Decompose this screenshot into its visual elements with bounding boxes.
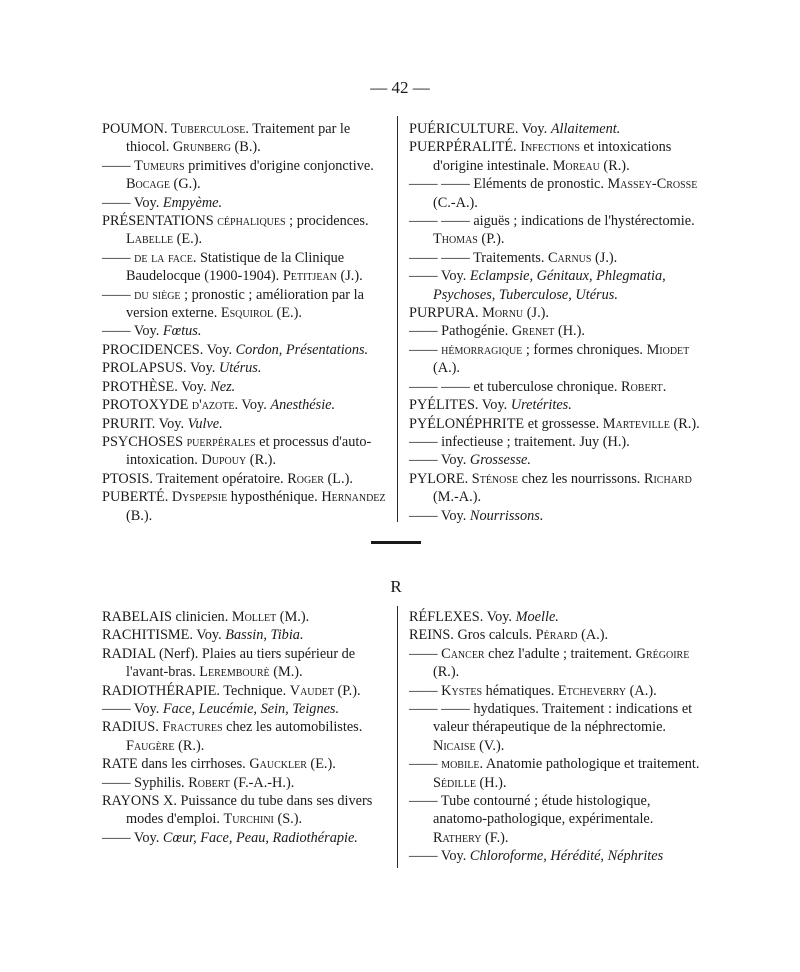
entry-text: (L.). <box>323 470 353 487</box>
entry-small-caps: Carnus <box>548 249 592 266</box>
entry-text: REINS. Gros calculs. <box>409 627 536 644</box>
index-entry <box>409 322 701 340</box>
index-entry <box>409 645 701 682</box>
entry-text: POUMON. <box>102 121 172 137</box>
column-top-right <box>409 120 701 525</box>
entry-small-caps: Massey-Crosse <box>607 176 698 193</box>
entry-small-caps: Vaudet <box>289 682 334 699</box>
entry-small-caps: Cancer <box>441 645 485 662</box>
entry-small-caps: Tumeurs <box>134 157 185 174</box>
entry-small-caps: Sédille <box>433 774 476 791</box>
entry-text: PTOSIS. Traitement opératoire. <box>102 470 288 487</box>
entry-text: PYÉLITES. Voy. <box>409 397 511 414</box>
index-entry <box>102 120 389 157</box>
section-letter: R <box>390 577 402 596</box>
entry-small-caps: Marteville <box>602 415 670 432</box>
entry-text: (E.). <box>272 305 302 322</box>
entry-text: (P.). <box>333 682 361 699</box>
index-entry <box>102 774 389 792</box>
entry-text: chez les nourrissons. <box>518 470 644 487</box>
entry-small-caps: Robert. <box>621 378 667 395</box>
index-entry <box>102 829 389 847</box>
entry-small-caps: Mornu <box>482 305 524 322</box>
entry-text: (F.). <box>481 829 509 846</box>
entry-text: . Anatomie pathologique et traitement. <box>479 756 700 773</box>
entry-text: —— <box>409 682 442 699</box>
index-entry <box>102 249 389 286</box>
index-entry <box>102 645 389 682</box>
entry-text: hyposthénique. <box>227 489 322 506</box>
index-entry <box>409 847 701 865</box>
entry-text: —— <box>409 341 442 358</box>
entry-text: —— Syphilis. <box>102 774 189 791</box>
index-entry <box>409 267 701 304</box>
entry-small-caps: Petitjean <box>282 268 337 285</box>
entry-text: RADIAL (Nerf). Plaies au tiers supérieur de l'avant-bras. <box>102 645 356 681</box>
entry-text: (V.). <box>475 737 505 754</box>
index-entry <box>102 212 389 249</box>
entry-small-caps: Gauckler <box>249 756 307 773</box>
entry-text: (G.). <box>169 176 201 193</box>
entry-small-caps: Mollet <box>231 609 277 625</box>
entry-text: —— Voy. <box>102 829 163 846</box>
entry-text: (A.). <box>577 627 609 644</box>
entry-text: —— Tube contourné ; étude histologique, anatomo-pathologique, expérimentale. <box>409 793 654 828</box>
entry-text: —— —— Traitements. <box>409 249 549 266</box>
entry-text: (H.). <box>475 774 507 791</box>
entry-text: RAYONS X. Puissance du tube dans ses divers modes d'emploi. <box>102 793 373 828</box>
entry-text: (R.). <box>433 664 460 681</box>
entry-text: —— —— hydatiques. Traitement : indications et valeur thérapeutique de la néphrectomie. <box>409 701 693 736</box>
entry-text: (S.). <box>273 811 303 828</box>
entry-text: RADIUS. <box>102 719 163 736</box>
entry-small-caps: Miodet <box>646 341 690 358</box>
entry-small-caps: Grenet <box>511 323 555 340</box>
index-entry <box>409 175 701 212</box>
entry-text: —— —— et tuberculose chronique. <box>409 378 622 395</box>
entry-cross-reference: Vulve. <box>187 415 223 432</box>
index-entry <box>102 396 389 414</box>
entry-text: PSYCHOSES <box>102 433 187 450</box>
entry-text: PRÉSENTATIONS <box>102 213 218 230</box>
entry-small-caps: Moreau <box>552 157 600 174</box>
entry-text: PUÉRICULTURE. Voy. <box>409 121 551 137</box>
index-entry <box>409 378 701 396</box>
entry-text: PUBERTÉ. <box>102 489 172 506</box>
index-entry <box>102 470 389 488</box>
entry-text: —— —— aiguës ; indications de l'hystérectomie. <box>409 213 695 230</box>
entry-small-caps: Lerembourè <box>199 664 270 681</box>
entry-small-caps: Etcheverry <box>557 682 627 699</box>
column-rule-top <box>397 116 398 522</box>
entry-text: RATE dans les cirrhoses. <box>102 756 250 773</box>
index-entry <box>409 249 701 267</box>
entry-small-caps: Robert <box>188 774 230 791</box>
index-entry <box>102 718 389 755</box>
index-entry <box>409 792 701 847</box>
entry-text: —— Voy. <box>102 194 163 211</box>
index-entry <box>102 378 389 396</box>
entry-text: —— —— Eléments de pronostic. <box>409 176 608 193</box>
entry-small-caps: Turchini <box>223 811 274 828</box>
entry-text: ; pronostic ; amélioration par la version externe. <box>126 286 364 322</box>
entry-small-caps: d'azote <box>191 397 235 414</box>
entry-text: (R.). <box>246 452 277 469</box>
entry-text: ; procidences. <box>285 213 369 230</box>
entry-cross-reference: Empyème. <box>162 194 223 211</box>
column-bottom-right <box>409 608 701 866</box>
entry-small-caps: Esquirol <box>220 305 273 322</box>
entry-small-caps: hémorragique <box>441 341 523 358</box>
index-entry <box>409 212 701 249</box>
index-entry <box>102 194 389 212</box>
entry-text: chez l'adulte ; traitement. <box>484 645 636 662</box>
index-entry <box>409 470 701 507</box>
entry-cross-reference: Nourrissons. <box>469 507 544 524</box>
entry-text: PYÉLONÉPHRITE et grossesse. <box>409 415 603 432</box>
entry-text: (M.). <box>269 664 303 681</box>
entry-text: primitives d'origine conjonctive. <box>184 157 374 174</box>
entry-text: PURPURA. <box>409 305 483 322</box>
index-entry <box>102 322 389 340</box>
entry-small-caps: Roger <box>287 470 324 487</box>
entry-small-caps: Hernandez <box>321 489 386 506</box>
entry-small-caps: Kystes <box>441 682 483 699</box>
index-entry <box>409 433 701 451</box>
page-number: — 42 — <box>370 78 430 97</box>
entry-text: (M.-A.). <box>433 489 482 506</box>
entry-text: PUERPÉRALITÉ. <box>409 139 521 156</box>
entry-small-caps: Bocage <box>126 176 170 193</box>
entry-text: (F.-A.-H.). <box>229 774 295 791</box>
entry-text: (J.). <box>336 268 363 285</box>
column-top-left <box>102 120 389 525</box>
entry-small-caps: puerpérales <box>186 433 256 450</box>
entry-small-caps: du siège <box>134 286 181 303</box>
entry-text: RACHITISME. Voy. <box>102 627 226 644</box>
entry-text: (J.). <box>523 305 549 322</box>
index-entry <box>102 608 389 626</box>
entry-text: . Statistique de la Clinique Baudelocque (1900-1904). <box>126 249 345 285</box>
index-entry <box>409 507 701 525</box>
entry-text: (R.). <box>174 737 205 754</box>
entry-text: (A.). <box>433 360 460 377</box>
entry-text: (R.). <box>599 157 630 174</box>
entry-cross-reference: Anesthésie. <box>270 397 336 414</box>
index-entry <box>409 415 701 433</box>
entry-small-caps: Faugère <box>126 737 175 754</box>
entry-cross-reference: Utérus. <box>218 360 262 377</box>
entry-text: —— Voy. <box>409 268 470 285</box>
entry-text: (R.). <box>669 415 700 432</box>
entry-small-caps: Dyspepsie <box>171 489 228 506</box>
entry-text: (M.). <box>276 609 310 625</box>
index-entry <box>409 120 701 138</box>
index-entry <box>102 157 389 194</box>
entry-small-caps: de la face <box>134 249 193 266</box>
entry-small-caps: Tuberculose <box>171 121 246 137</box>
entry-cross-reference: Bassin, Tibia. <box>225 627 304 644</box>
index-entry <box>102 700 389 718</box>
entry-small-caps: Pérard <box>535 627 578 644</box>
entry-text: —— Voy. <box>409 848 470 865</box>
entry-small-caps: céphaliques <box>217 213 286 230</box>
index-entry <box>409 626 701 644</box>
entry-text: . Traitement par le thiocol. <box>126 121 351 156</box>
entry-cross-reference: Fœtus. <box>162 323 202 340</box>
entry-text: (E.). <box>173 231 203 248</box>
entry-text: PYLORE. <box>409 470 472 487</box>
index-entry <box>102 415 389 433</box>
column-rule-bottom <box>397 606 398 868</box>
index-entry <box>409 755 701 792</box>
index-entry <box>409 138 701 175</box>
entry-cross-reference: Chloroforme, Hérédité, Néphrites <box>469 848 664 865</box>
entry-text: —— Voy. <box>102 323 163 340</box>
entry-text: (J.). <box>591 249 618 266</box>
index-entry <box>102 341 389 359</box>
entry-small-caps: Dupouy <box>201 452 247 469</box>
entry-text: —— <box>102 249 135 266</box>
index-entry <box>102 626 389 644</box>
index-entry <box>102 359 389 377</box>
entry-text: (P.). <box>477 231 505 248</box>
index-entry <box>102 286 389 323</box>
entry-text: (E.). <box>306 756 336 773</box>
entry-cross-reference: Moelle. <box>515 609 559 625</box>
entry-cross-reference: Allaitement. <box>550 121 621 137</box>
entry-text: PROCIDENCES. Voy. <box>102 341 236 358</box>
entry-cross-reference: Nez. <box>210 378 236 395</box>
section-divider <box>371 541 421 544</box>
entry-text: —— infectieuse ; traitement. Juy (H.). <box>409 433 630 450</box>
entry-text: —— <box>409 645 442 662</box>
index-entry <box>102 682 389 700</box>
entry-cross-reference: Uretérites. <box>510 397 572 414</box>
entry-text: (C.-A.). <box>433 194 478 211</box>
entry-text: PROTOXYDE <box>102 397 192 414</box>
entry-cross-reference: Grossesse. <box>469 452 531 469</box>
entry-text: (B.). <box>230 139 261 156</box>
entry-small-caps: Richard <box>643 470 692 487</box>
index-entry <box>102 488 389 525</box>
entry-small-caps: Nicaise <box>433 737 476 754</box>
entry-text: (H.). <box>554 323 585 340</box>
column-bottom-left <box>102 608 389 847</box>
entry-text: PROTHÈSE. Voy. <box>102 378 211 395</box>
entry-text: RÉFLEXES. Voy. <box>409 609 516 625</box>
index-entry <box>409 700 701 755</box>
index-entry <box>102 755 389 773</box>
entry-text: et processus d'auto-intoxication. <box>126 433 372 469</box>
entry-text: RADIOTHÉRAPIE. Technique. <box>102 682 290 699</box>
entry-text: (A.). <box>626 682 657 699</box>
index-entry <box>409 341 701 378</box>
entry-small-caps: Thomas <box>433 231 478 248</box>
entry-cross-reference: Cordon, Présentations. <box>235 341 369 358</box>
entry-text: —— <box>102 286 135 303</box>
entry-text: —— Voy. <box>409 507 470 524</box>
index-entry <box>102 433 389 470</box>
entry-text: PRURIT. Voy. <box>102 415 188 432</box>
index-entry <box>409 451 701 469</box>
entry-text: hématiques. <box>482 682 558 699</box>
entry-text: —— Pathogénie. <box>409 323 512 340</box>
entry-text: . Voy. <box>234 397 271 414</box>
entry-text: chez les automobilistes. <box>222 719 363 736</box>
entry-text: PROLAPSUS. Voy. <box>102 360 219 377</box>
entry-cross-reference: Cœur, Face, Peau, Radiothérapie. <box>162 829 358 846</box>
index-entry <box>409 396 701 414</box>
entry-text: et intoxications d'origine intestinale. <box>433 139 672 174</box>
entry-small-caps: Labelle <box>126 231 174 248</box>
entry-text: (B.). <box>126 507 153 524</box>
entry-small-caps: Grégoire <box>635 645 690 662</box>
entry-small-caps: mobile <box>441 756 480 773</box>
entry-text: —— <box>102 157 135 174</box>
entry-text: RABELAIS clinicien. <box>102 609 232 625</box>
index-entry <box>409 304 701 322</box>
entry-cross-reference: Face, Leucémie, Sein, Teignes. <box>162 701 340 718</box>
index-entry <box>102 792 389 829</box>
entry-text: ; formes chroniques. <box>522 341 647 358</box>
entry-text: —— Voy. <box>409 452 470 469</box>
entry-text: —— Voy. <box>102 701 163 718</box>
index-entry <box>409 682 701 700</box>
index-entry <box>409 608 701 626</box>
entry-small-caps: Infections <box>520 139 580 156</box>
entry-small-caps: Rathery <box>433 829 482 846</box>
entry-text: —— <box>409 756 442 773</box>
entry-small-caps: Fractures <box>162 719 223 736</box>
entry-small-caps: Grunberg <box>172 139 231 156</box>
entry-small-caps: Sténose <box>471 470 519 487</box>
entry-cross-reference: Eclampsie, Génitaux, Phlegmatia, Psychoses, Tuberculose, Utérus. <box>433 268 666 303</box>
